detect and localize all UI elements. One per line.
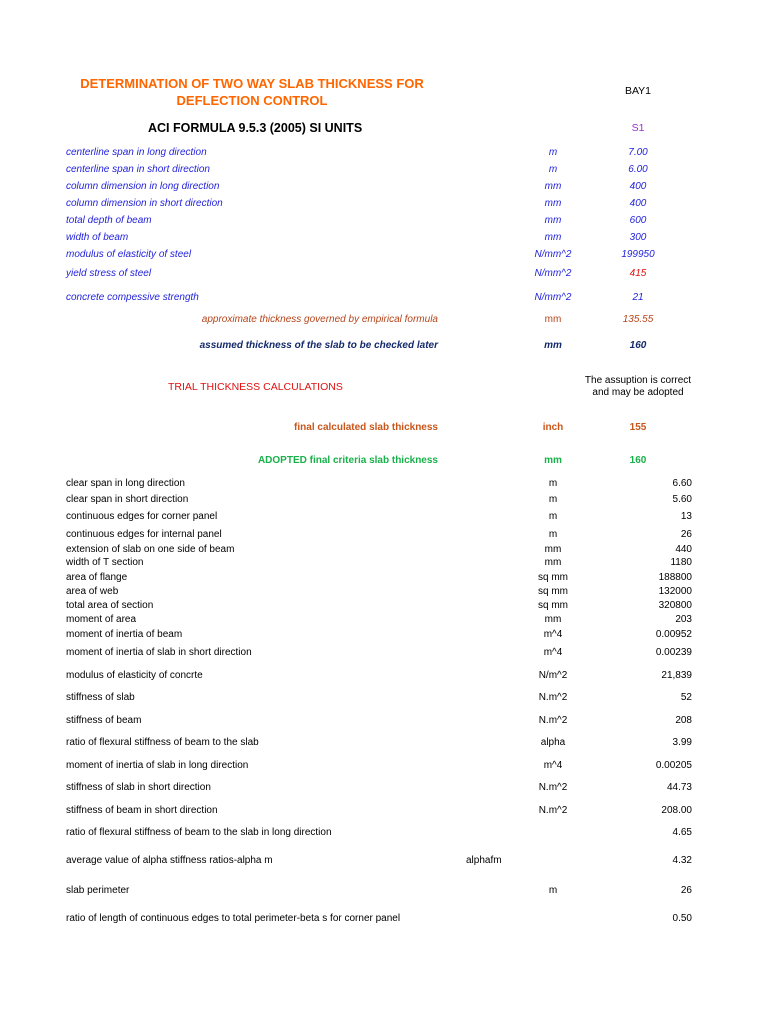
calc-unit: N.m^2 — [538, 692, 568, 703]
assumption-note-line-2: and may be adopted — [592, 387, 684, 398]
calc-value: 21,839 — [661, 670, 692, 681]
input-value: 300 — [629, 232, 647, 243]
calc-mid-label: alphafm — [466, 855, 502, 866]
input-label: centerline span in short direction — [66, 164, 210, 175]
input-label: centerline span in long direction — [66, 147, 207, 158]
document-title-line-2: DEFLECTION CONTROL — [176, 93, 328, 108]
calc-value: 5.60 — [672, 494, 692, 505]
calc-unit: m^4 — [543, 647, 563, 658]
calc-unit: N.m^2 — [538, 805, 568, 816]
calc-unit: m — [548, 529, 558, 540]
final-thickness-unit: inch — [542, 422, 564, 433]
calc-value: 440 — [675, 544, 692, 555]
input-unit: mm — [544, 198, 562, 209]
calc-label: area of flange — [66, 572, 128, 583]
calc-value: 188800 — [658, 572, 692, 583]
assumed-thickness-label: assumed thickness of the slab to be checked later — [199, 340, 438, 351]
calc-value: 1180 — [670, 557, 692, 568]
calc-label: stiffness of beam in short direction — [66, 805, 218, 816]
adopted-thickness-unit: mm — [544, 455, 562, 466]
calc-value: 26 — [680, 885, 692, 896]
assumed-thickness-value: 160 — [629, 340, 647, 351]
calc-label: slab perimeter — [66, 885, 130, 896]
calc-label: total area of section — [66, 600, 154, 611]
calc-value: 26 — [680, 529, 692, 540]
calc-value: 0.00205 — [655, 760, 692, 771]
calc-label: moment of inertia of slab in short direction — [66, 647, 252, 658]
calc-unit: m — [548, 511, 558, 522]
input-label: modulus of elasticity of steel — [66, 249, 192, 260]
calc-label: moment of inertia of beam — [66, 629, 183, 640]
calc-value: 0.00239 — [655, 647, 692, 658]
calc-label: modulus of elasticity of concrte — [66, 670, 203, 681]
calc-unit: mm — [544, 614, 562, 625]
calc-value: 0.00952 — [655, 629, 692, 640]
calc-label: average value of alpha stiffness ratios-alpha m — [66, 855, 273, 866]
adopted-thickness-label: ADOPTED final criteria slab thickness — [257, 455, 438, 466]
calc-label: stiffness of beam — [66, 715, 142, 726]
calc-label: clear span in long direction — [66, 478, 185, 489]
input-value: 400 — [629, 198, 647, 209]
approx-thickness-value: 135.55 — [622, 314, 654, 325]
calc-value: 4.65 — [672, 827, 692, 838]
calc-value: 203 — [675, 614, 692, 625]
input-unit: mm — [544, 232, 562, 243]
input-value: 6.00 — [628, 164, 648, 175]
calc-unit: mm — [544, 557, 562, 568]
calc-unit: m^4 — [543, 629, 563, 640]
calc-unit: m^4 — [543, 760, 563, 771]
calc-label: moment of area — [66, 614, 137, 625]
approx-thickness-label: approximate thickness governed by empirical formula — [201, 314, 438, 325]
calc-label: moment of inertia of slab in long direction — [66, 760, 249, 771]
calc-unit: sq mm — [538, 572, 568, 583]
input-unit: m — [548, 147, 558, 158]
calc-value: 208 — [675, 715, 692, 726]
input-unit: mm — [544, 181, 562, 192]
calc-value: 4.32 — [672, 855, 692, 866]
bay-label: BAY1 — [624, 85, 652, 97]
calc-label: extension of slab on one side of beam — [66, 544, 235, 555]
final-thickness-value: 155 — [629, 422, 647, 433]
calc-label: ratio of flexural stiffness of beam to the slab in long direction — [66, 827, 332, 838]
input-value: 21 — [632, 292, 644, 303]
calc-label: ratio of length of continuous edges to total perimeter-beta s for corner panel — [66, 913, 401, 924]
calc-label: ratio of flexural stiffness of beam to the slab — [66, 737, 259, 748]
assumed-thickness-unit: mm — [544, 340, 562, 351]
adopted-thickness-value: 160 — [629, 455, 647, 466]
input-unit: m — [548, 164, 558, 175]
calc-value: 52 — [680, 692, 692, 703]
calc-value: 0.50 — [672, 913, 692, 924]
input-value: 7.00 — [628, 147, 648, 158]
calc-unit: m — [548, 478, 558, 489]
input-label: column dimension in short direction — [66, 198, 223, 209]
calc-value: 3.99 — [672, 737, 692, 748]
calc-unit: sq mm — [538, 586, 568, 597]
input-label: yield stress of steel — [66, 268, 152, 279]
final-thickness-label: final calculated slab thickness — [294, 422, 438, 433]
calc-value: 6.60 — [672, 478, 692, 489]
calc-value: 208.00 — [661, 805, 692, 816]
calc-unit: N/m^2 — [538, 670, 568, 681]
input-unit: N/mm^2 — [534, 292, 572, 303]
input-unit: N/mm^2 — [534, 268, 572, 279]
input-value: 600 — [629, 215, 647, 226]
document-title-line-1: DETERMINATION OF TWO WAY SLAB THICKNESS FOR — [80, 76, 424, 91]
input-label: width of beam — [66, 232, 129, 243]
input-value: 199950 — [621, 249, 655, 260]
input-label: total depth of beam — [66, 215, 152, 226]
input-unit: N/mm^2 — [534, 249, 572, 260]
calc-value: 13 — [680, 511, 692, 522]
calc-label: width of T section — [66, 557, 144, 568]
calc-label: clear span in short direction — [66, 494, 189, 505]
calc-label: continuous edges for internal panel — [66, 529, 222, 540]
calc-unit: N.m^2 — [538, 715, 568, 726]
calc-label: stiffness of slab — [66, 692, 135, 703]
calc-value: 44.73 — [666, 782, 692, 793]
input-value: 415 — [629, 268, 647, 279]
approx-thickness-unit: mm — [544, 314, 562, 325]
calc-label: continuous edges for corner panel — [66, 511, 218, 522]
calc-unit: m — [548, 885, 558, 896]
calc-label: area of web — [66, 586, 119, 597]
trial-heading: TRIAL THICKNESS CALCULATIONS — [168, 381, 343, 393]
input-unit: mm — [544, 215, 562, 226]
assumption-note-line-1: The assuption is correct — [584, 375, 692, 386]
calc-unit: N.m^2 — [538, 782, 568, 793]
calc-unit: sq mm — [538, 600, 568, 611]
formula-heading: ACI FORMULA 9.5.3 (2005) SI UNITS — [148, 121, 363, 135]
calc-value: 132000 — [658, 586, 692, 597]
calc-unit: alpha — [540, 737, 566, 748]
calc-label: stiffness of slab in short direction — [66, 782, 211, 793]
calc-unit: mm — [544, 544, 562, 555]
input-label: concrete compessive strength — [66, 292, 199, 303]
input-label: column dimension in long direction — [66, 181, 220, 192]
calc-unit: m — [548, 494, 558, 505]
input-value: 400 — [629, 181, 647, 192]
slab-id: S1 — [631, 122, 645, 134]
calc-value: 320800 — [658, 600, 692, 611]
